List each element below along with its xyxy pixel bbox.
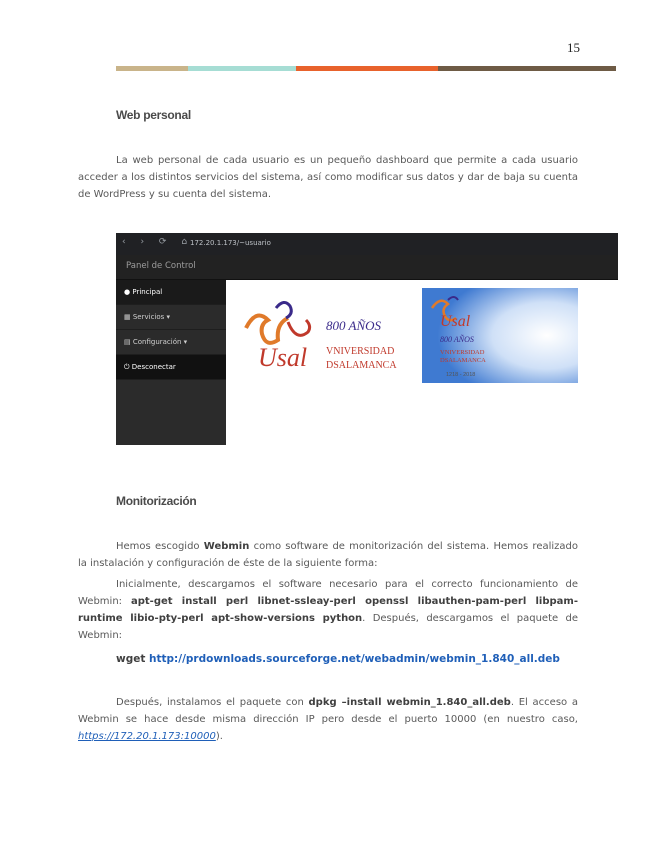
paragraph-text: La web personal de cada usuario es un pequeño dashboard que permite a cada usuario acceder a los distintos servicios del sistema, así como modificar sus datos y dar de baja su cuenta de WordPress y su cuenta del sistema.	[78, 155, 578, 200]
bold-command: apt-get install perl libnet-ssleay-perl openssl libauthen-pam-perl libpam-runtime libio-pty-perl apt-show-versions python	[78, 596, 578, 624]
paragraph-monitorizacion-3	[78, 694, 578, 745]
section-heading-monitorizacion: Monitorización	[116, 494, 197, 508]
top-navbar	[116, 255, 618, 280]
color-segment-1	[116, 66, 188, 71]
text: ).	[215, 731, 223, 742]
header-color-bar	[116, 66, 616, 71]
university-banner	[236, 288, 578, 383]
card-icon: ▤	[124, 338, 131, 346]
paragraph-monitorizacion-1	[78, 538, 578, 572]
banner-university-1: VNIVERSIDAD	[326, 346, 395, 357]
bold-command: dpkg –install webmin_1.840_all.deb	[308, 697, 511, 708]
section-heading-web-personal: Web personal	[116, 108, 191, 122]
wget-command	[116, 653, 560, 665]
small-logo-text: Usal	[440, 313, 471, 330]
small-university-2: DSALAMANCA	[440, 357, 486, 364]
color-segment-4	[438, 66, 616, 71]
address-bar[interactable]: 172.20.1.173/~usuario	[190, 239, 271, 247]
text: Inicialmente, descargamos el software necesario para el correcto funcionamiento de Webmin:	[78, 579, 578, 607]
sidebar-item-label: Servicios ▾	[132, 313, 171, 321]
sidebar-item-principal[interactable]	[116, 280, 226, 305]
server-icon: ▦	[124, 313, 131, 321]
power-icon: ⏻	[124, 363, 130, 371]
browser-toolbar	[116, 233, 618, 255]
page-number: 15	[567, 40, 580, 55]
text: Hemos escogido	[116, 541, 204, 552]
sidebar-item-desconectar[interactable]	[116, 355, 226, 380]
small-years: 800 AÑOS	[440, 335, 474, 344]
wget-url-link[interactable]: http://prdownloads.sourceforge.net/webadmin/webmin_1.840_all.deb	[149, 653, 560, 665]
paragraph-web-personal	[78, 152, 578, 203]
sidebar-item-label: Configuración ▾	[132, 338, 188, 346]
color-segment-2	[188, 66, 296, 71]
wget-cmd: wget	[116, 653, 150, 665]
sidebar-item-label: Principal	[132, 288, 163, 296]
small-university-1: VNIVERSIDAD	[440, 349, 485, 356]
text: . Después, descargamos el paquete de Webmin:	[78, 613, 578, 641]
text: . El acceso a Webmin se hace desde misma dirección IP pero desde el puerto 10000 (en nuestro caso,	[78, 697, 578, 725]
text: como software de monitorización del sistema. Hemos realizado la instalación y configuración de éste de la siguiente forma:	[78, 541, 578, 569]
bold-text: Webmin	[203, 541, 250, 552]
color-segment-3	[296, 66, 438, 71]
sidebar-item-servicios[interactable]	[116, 305, 226, 330]
banner-university-2: DSALAMANCA	[326, 360, 397, 371]
paragraph-monitorizacion-2	[78, 576, 578, 644]
sidebar-item-configuracion[interactable]	[116, 330, 226, 355]
browser-nav-icons[interactable]: ‹ › ⟳ ⌂	[122, 237, 194, 247]
sidebar-item-label: Desconectar	[131, 363, 176, 371]
user-icon: ●	[124, 288, 131, 296]
banner-years: 800 AÑOS	[326, 318, 382, 333]
navbar-brand[interactable]: Panel de Control	[126, 261, 196, 271]
webmin-url-link[interactable]: https://172.20.1.173:10000	[78, 731, 216, 742]
logo-text: Usal	[258, 343, 308, 372]
text: Después, instalamos el paquete con	[116, 697, 309, 708]
sidebar	[116, 280, 226, 445]
banner-dates: 1218 - 2018	[446, 372, 476, 378]
screenshot-web-personal	[116, 233, 618, 445]
